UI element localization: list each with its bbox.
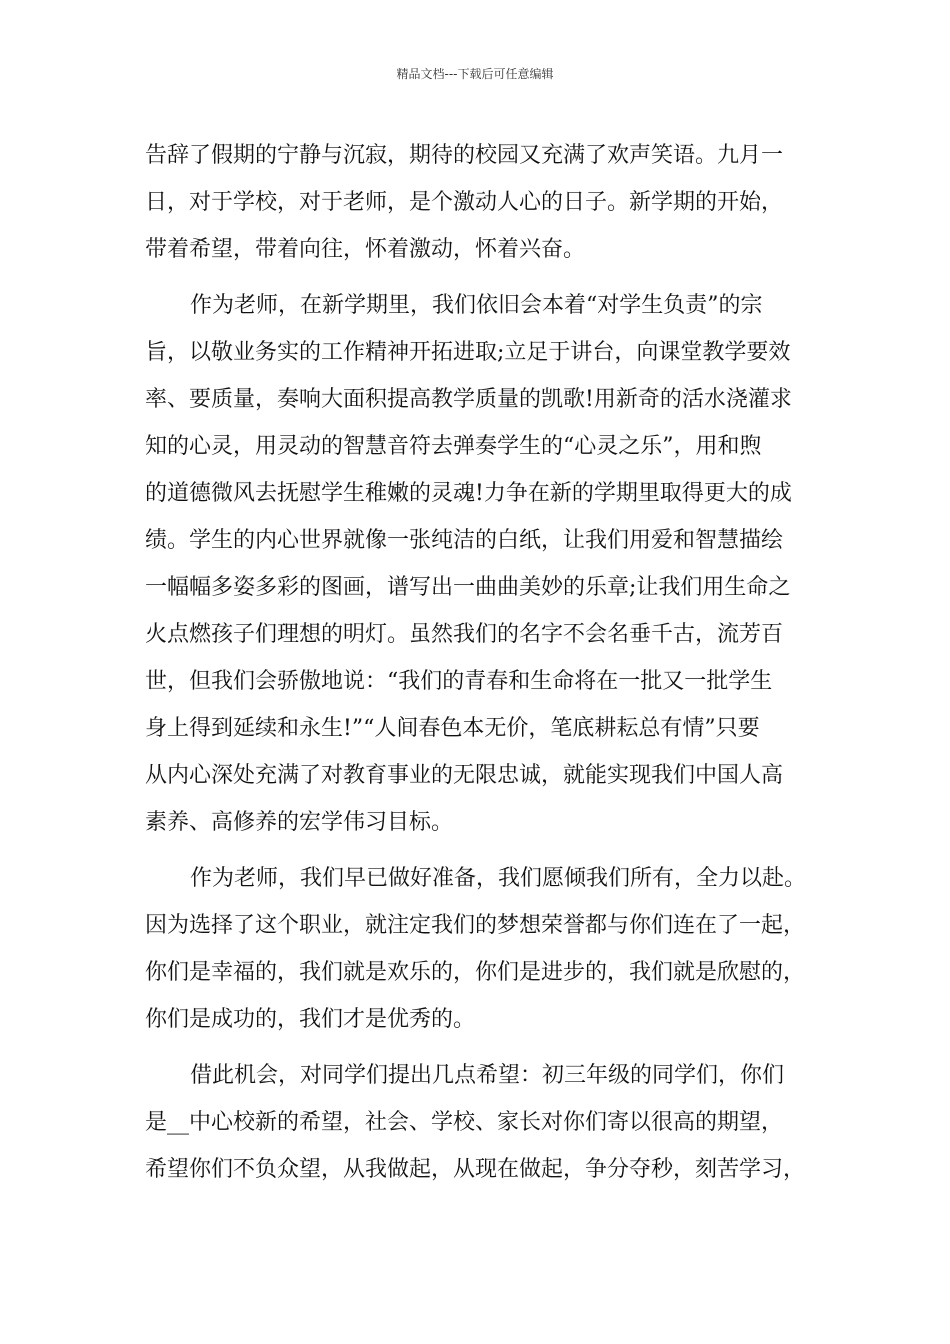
text-line: 是__中心校新的希望，社会、学校、家长对你们寄以很高的期望，	[145, 1110, 784, 1135]
text-line: 世，但我们会骄傲地说：“我们的青春和生命将在一批又一批学生	[145, 669, 773, 694]
text-line: 知的心灵，用灵动的智慧音符去弹奏学生的“心灵之乐”，用和煦	[145, 434, 762, 459]
paragraph-4	[145, 1052, 831, 1193]
text-line: 因为选择了这个职业，就注定我们的梦想荣誉都与你们连在了一起，	[145, 913, 806, 938]
text-line: 作为老师，在新学期里，我们依旧会本着“对学生负责”的宗	[190, 293, 763, 318]
text-line: 告辞了假期的宁静与沉寂，期待的校园又充满了欢声笑语。九月一	[145, 143, 784, 168]
text-line: 一幅幅多姿多彩的图画，谱写出一曲曲美妙的乐章;让我们用生命之	[145, 575, 791, 600]
text-line: 带着希望，带着向往，怀着激动，怀着兴奋。	[145, 237, 586, 262]
text-line: 旨，以敬业务实的工作精神开拓进取;立足于讲台，向课堂教学要效	[145, 340, 791, 365]
text-line: 绩。学生的内心世界就像一张纯洁的白纸，让我们用爱和智慧描绘	[145, 528, 784, 553]
page-header: 精品文档---下载后可任意编辑	[396, 67, 554, 81]
text-line: 从内心深处充满了对教育事业的无限忠诚，就能实现我们中国人高	[145, 763, 784, 788]
text-line: 火点燃孩子们理想的明灯。虽然我们的名字不会名垂千古，流芳百	[145, 622, 784, 647]
text-line: 借此机会，对同学们提出几点希望：初三年级的同学们，你们	[190, 1063, 785, 1088]
document-body	[145, 132, 831, 1193]
text-line: 的道德微风去抚慰学生稚嫩的灵魂!力争在新的学期里取得更大的成	[145, 481, 792, 506]
paragraph-3	[145, 855, 831, 1043]
text-line: 你们是成功的，我们才是优秀的。	[145, 1007, 476, 1032]
paragraph-2	[145, 282, 831, 846]
paragraph-1	[145, 132, 831, 273]
text-line: 日，对于学校，对于老师，是个激动人心的日子。新学期的开始，	[145, 190, 784, 215]
text-line: 素养、高修养的宏学伟习目标。	[145, 810, 454, 835]
text-line: 希望你们不负众望，从我做起，从现在做起，争分夺秒，刻苦学习，	[145, 1157, 806, 1182]
text-line: 身上得到延续和永生!”“人间春色本无价，笔底耕耘总有情”只要	[145, 716, 760, 741]
text-line: 率、要质量，奏响大面积提高教学质量的凯歌!用新奇的活水浇灌求	[145, 387, 792, 412]
text-line: 你们是幸福的，我们就是欢乐的，你们是进步的，我们就是欣慰的，	[145, 960, 806, 985]
text-line: 作为老师，我们早已做好准备，我们愿倾我们所有，全力以赴。	[190, 866, 807, 891]
